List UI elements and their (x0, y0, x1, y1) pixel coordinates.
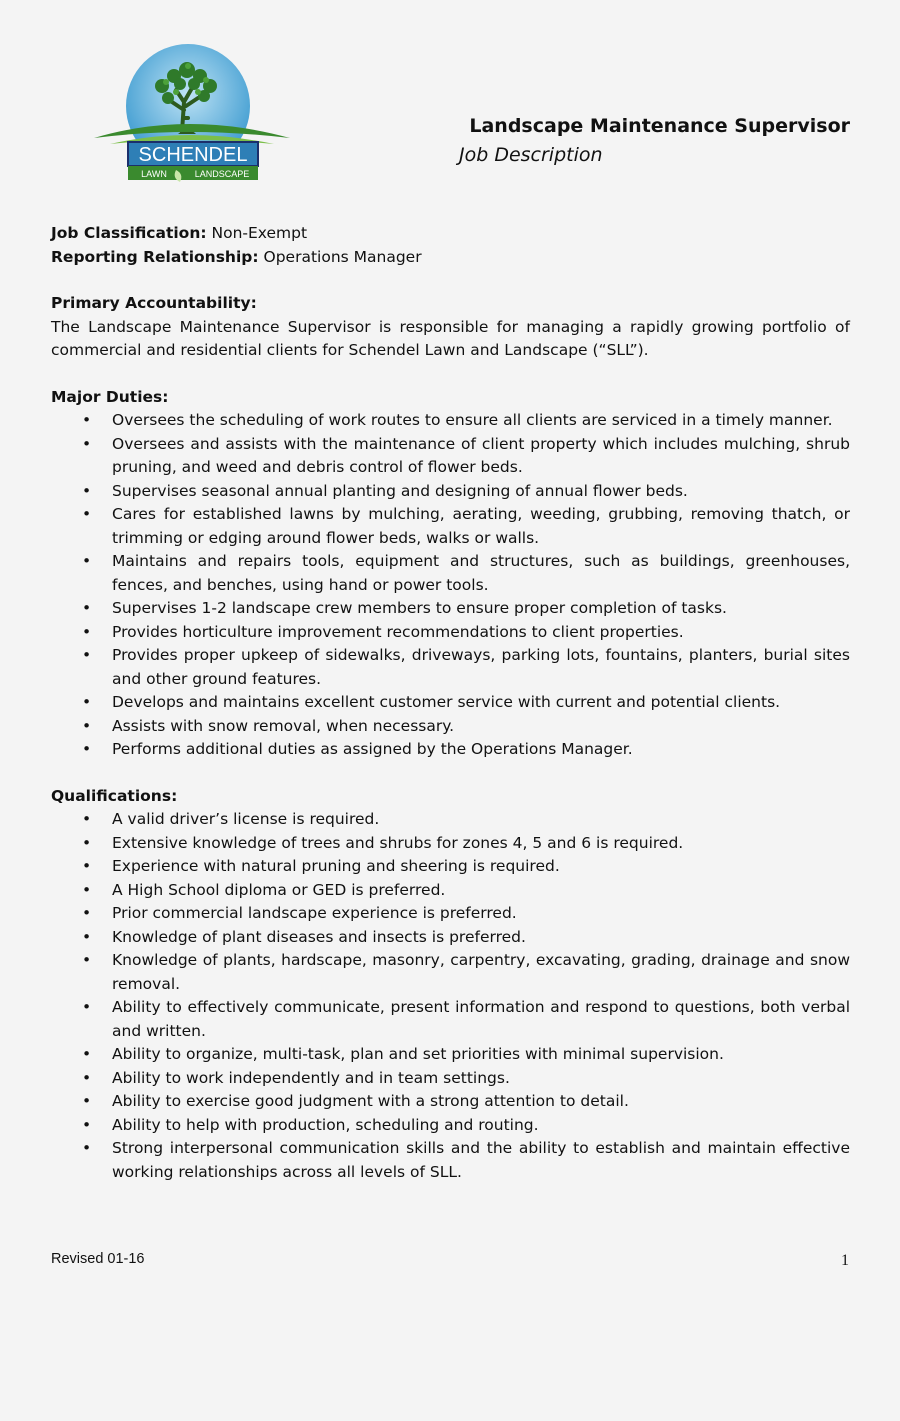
list-item: • A High School diploma or GED is preferred. (51, 879, 850, 903)
revision-note: Revised 01-16 (51, 1251, 145, 1267)
document-title: Landscape Maintenance Supervisor (469, 115, 850, 137)
list-item: • Ability to work independently and in team settings. (51, 1067, 850, 1091)
page-number: 1 (841, 1252, 849, 1269)
classification-label: Job Classification: (51, 224, 207, 242)
list-item: • Prior commercial landscape experience is preferred. (51, 902, 850, 926)
primary-text: The Landscape Maintenance Supervisor is responsible for managing a rapidly growing portfolio of commercial and residential clients for Schendel Lawn and Landscape (“SLL”). (51, 317, 850, 359)
logo-landscape-text: LANDSCAPE (194, 169, 250, 179)
list-item: • Extensive knowledge of trees and shrubs for zones 4, 5 and 6 is required. (51, 832, 850, 856)
list-item: • Provides horticulture improvement recommendations to client properties. (51, 621, 850, 645)
duties-heading: Major Duties: (51, 387, 169, 406)
logo-lawn-text: LAWN (141, 169, 167, 179)
list-item: • Oversees the scheduling of work routes to ensure all clients are serviced in a timely manner. (51, 409, 850, 433)
list-item: • Ability to help with production, scheduling and routing. (51, 1114, 850, 1138)
qualifications-heading: Qualifications: (51, 786, 178, 805)
list-item: • Strong interpersonal communication skills and the ability to establish and maintain effective working relationships across all levels of SLL. (51, 1137, 850, 1184)
logo-brand-text: SCHENDEL (138, 144, 248, 166)
list-item: • Knowledge of plant diseases and insects is preferred. (51, 926, 850, 950)
document-body (51, 222, 850, 1184)
logo-graphic (92, 40, 292, 185)
duties-list (51, 409, 850, 762)
list-item: • Ability to organize, multi-task, plan and set priorities with minimal supervision. (51, 1043, 850, 1067)
list-item: • Develops and maintains excellent customer service with current and potential clients. (51, 691, 850, 715)
list-item: • Ability to exercise good judgment with a strong attention to detail. (51, 1090, 850, 1114)
list-item: • Experience with natural pruning and sheering is required. (51, 855, 850, 879)
list-item: • Supervises seasonal annual planting and designing of annual flower beds. (51, 480, 850, 504)
reporting-label: Reporting Relationship: (51, 247, 259, 266)
qualifications-list (51, 808, 850, 1184)
list-item: • Cares for established lawns by mulching, aerating, weeding, grubbing, removing thatch, or trimming or edging around flower beds, walks or walls. (51, 503, 850, 550)
company-logo (92, 40, 292, 185)
list-item: • Knowledge of plants, hardscape, masonry, carpentry, excavating, grading, drainage and snow removal. (51, 949, 850, 996)
classification-line (51, 222, 850, 246)
list-item: • Oversees and assists with the maintenance of client property which includes mulching, shrub pruning, and weed and debris control of flower beds. (51, 433, 850, 480)
document-subtitle: Job Description (459, 144, 603, 166)
classification-value: Non-Exempt (206, 224, 308, 242)
title-block (440, 112, 850, 170)
reporting-line (51, 246, 850, 270)
list-item: • Performs additional duties as assigned by the Operations Manager. (51, 738, 850, 762)
list-item: • A valid driver’s license is required. (51, 808, 850, 832)
list-item: • Maintains and repairs tools, equipment and structures, such as buildings, greenhouses, fences, and benches, using hand or power tools. (51, 550, 850, 597)
list-item: • Supervises 1-2 landscape crew members to ensure proper completion of tasks. (51, 597, 850, 621)
reporting-value: Operations Manager (258, 247, 422, 266)
list-item: • Provides proper upkeep of sidewalks, driveways, parking lots, fountains, planters, burial sites and other ground features. (51, 644, 850, 691)
list-item: • Assists with snow removal, when necessary. (51, 715, 850, 739)
list-item: • Ability to effectively communicate, present information and respond to questions, both verbal and written. (51, 996, 850, 1043)
primary-heading: Primary Accountability: (51, 294, 257, 312)
